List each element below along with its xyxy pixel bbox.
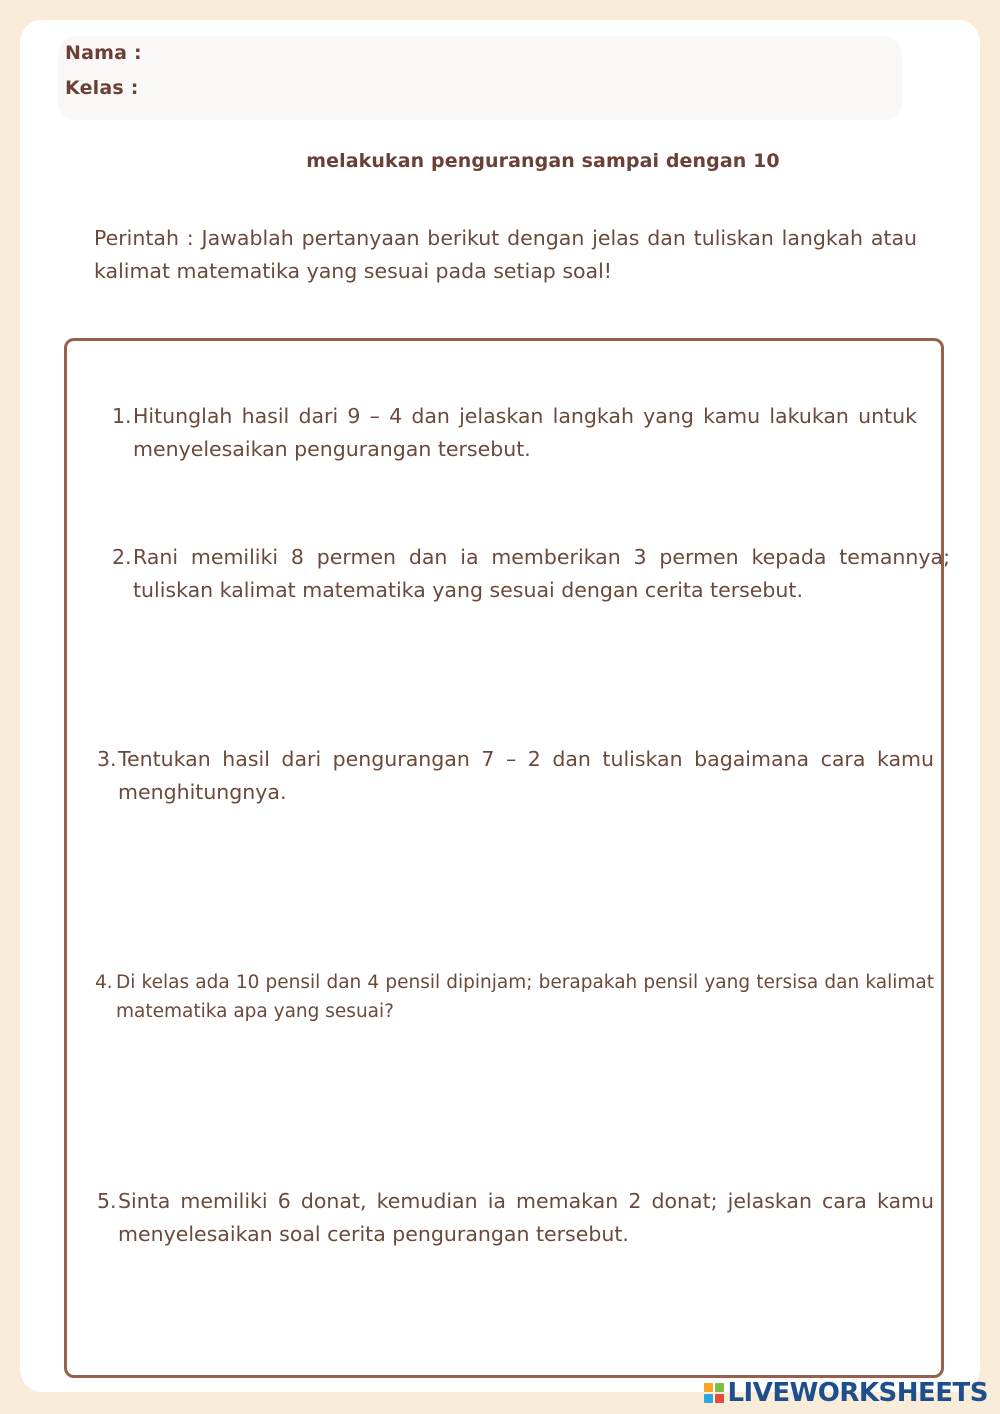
question-text: Tentukan hasil dari pengurangan 7 – 2 dan tuliskan bagaimana cara kamu menghitungnya.	[118, 747, 934, 804]
class-label: Kelas :	[65, 77, 139, 99]
logo-block	[715, 1383, 724, 1392]
question-number: 5.	[97, 1189, 117, 1213]
instruction-text: Perintah : Jawablah pertanyaan berikut dengan jelas dan tuliskan langkah atau kalimat matematika yang sesuai pada setiap soal!	[94, 226, 917, 283]
question-2	[112, 541, 950, 607]
name-label: Nama :	[65, 42, 142, 64]
question-number: 3.	[97, 747, 117, 771]
logo-block	[715, 1394, 724, 1403]
student-identity-box	[58, 36, 902, 120]
worksheet-title: melakukan pengurangan sampai dengan 10	[306, 150, 780, 172]
question-text: Di kelas ada 10 pensil dan 4 pensil dipinjam; berapakah pensil yang tersisa dan kalimat matematika apa yang sesuai?	[116, 972, 934, 1022]
question-text: Hitunglah hasil dari 9 – 4 dan jelaskan langkah yang kamu lakukan untuk menyelesaikan pengurangan tersebut.	[133, 404, 917, 461]
liveworksheets-logo-icon	[704, 1383, 724, 1403]
liveworksheets-watermark	[704, 1378, 988, 1408]
logo-block	[704, 1394, 713, 1403]
question-number: 1.	[112, 404, 132, 428]
question-text: Sinta memiliki 6 donat, kemudian ia memakan 2 donat; jelaskan cara kamu menyelesaikan soal cerita pengurangan tersebut.	[118, 1189, 934, 1246]
question-number: 4.	[95, 972, 113, 993]
question-1	[112, 400, 917, 466]
logo-block	[704, 1383, 713, 1392]
question-number: 2.	[112, 545, 132, 569]
question-5	[97, 1185, 934, 1251]
watermark-text: LIVEWORKSHEETS	[727, 1378, 988, 1408]
question-3	[97, 743, 934, 809]
question-text: Rani memiliki 8 permen dan ia memberikan 3 permen kepada temannya; tuliskan kalimat matematika yang sesuai dengan cerita tersebut.	[133, 545, 950, 602]
question-4	[95, 968, 934, 1026]
